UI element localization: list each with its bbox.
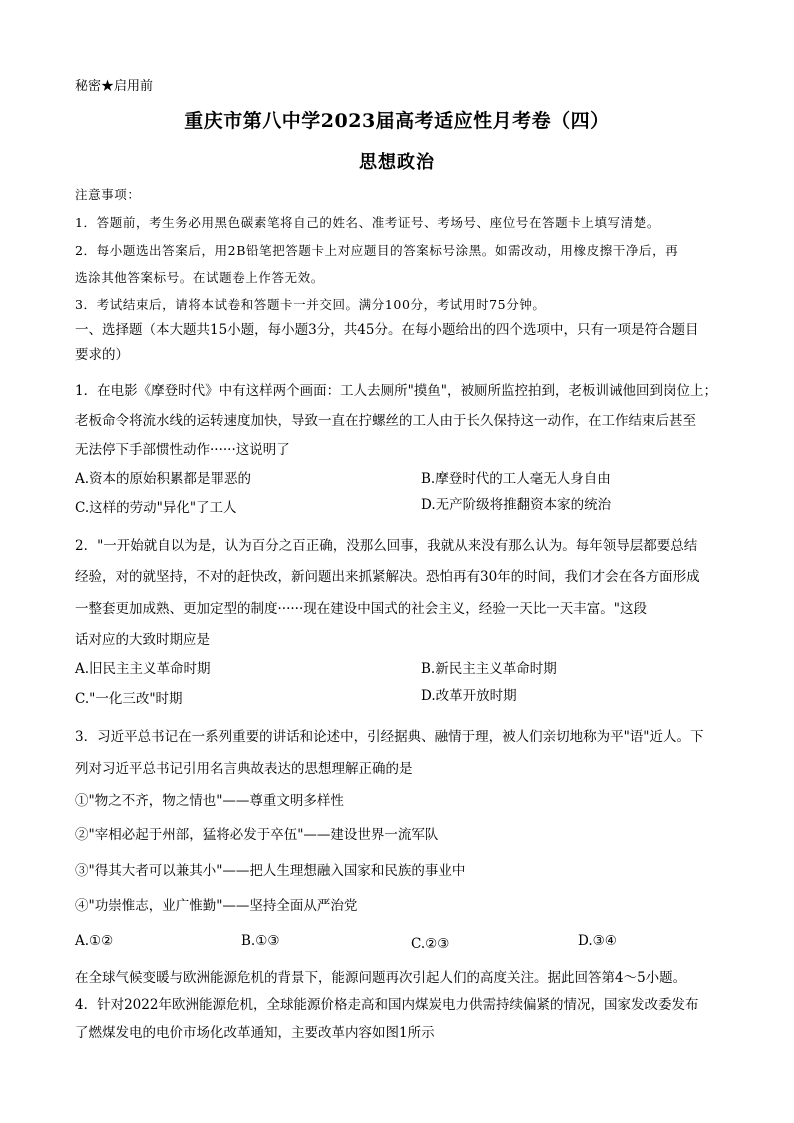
- intro-questions-4-5: 在全球气候变暖与欧洲能源危机的背景下，能源问题再次引起人们的高度关注。据此回答第4～5小题。: [75, 970, 687, 986]
- question-1-text: 无法停下手部惯性动作······这说明了: [75, 442, 290, 458]
- q1-option-a: A.资本的原始积累都是罪恶的: [75, 471, 252, 487]
- note-item: 选涂其他答案标号。在试题卷上作答无效。: [75, 270, 324, 285]
- q1-option-c: C.这样的劳动"异化"了工人: [75, 500, 237, 516]
- question-1-text: 老板命令将流水线的运转速度加快，导致一直在拧螺丝的工人由于长久保持这一动作，在工作结束后甚至: [75, 413, 696, 429]
- question-2-text: 一整套更加成熟、更加定型的制度······现在建设中国式的社会主义，经验一天比一天丰富。"这段: [75, 601, 647, 617]
- question-3-statement: ③"得其大者可以兼其小"——把人生理想融入国家和民族的事业中: [75, 863, 466, 879]
- question-4-text: 了燃煤发电的电价市场化改革通知，主要改革内容如图1所示: [75, 1025, 435, 1041]
- note-item: 3．考试结束后，请将本试卷和答题卡一并交回。满分100分，考试用时75分钟。: [75, 297, 546, 312]
- question-3-statement: ②"宰相必起于州部，猛将必发于卒伍"——建设世界一流军队: [75, 827, 439, 843]
- q3-option-b: B.①③: [241, 933, 280, 949]
- q3-option-d: D.③④: [578, 933, 617, 949]
- q2-option-d: D.改革开放时期: [421, 688, 517, 704]
- exam-title: 重庆市第八中学2023届高考适应性月考卷（四）: [184, 110, 610, 132]
- q3-option-a: A.①②: [75, 933, 114, 949]
- question-2-text: 经验，对的就坚持，不对的赶快改，新问题出来抓紧解决。恐怕再有30年的时间，我们才会在各方面形成: [75, 569, 700, 585]
- subject-title: 思想政治: [359, 152, 435, 173]
- q3-option-c: C.②③: [411, 936, 450, 952]
- q2-option-a: A.旧民主主义革命时期: [75, 661, 211, 677]
- question-1-text: 1．在电影《摩登时代》中有这样两个画面：工人去厕所"摸鱼"，被厕所监控拍到，老板训诫他回到岗位上；: [75, 383, 718, 399]
- question-3-statement: ①"物之不齐，物之情也"——尊重文明多样性: [75, 793, 344, 809]
- q2-option-b: B.新民主主义革命时期: [421, 661, 557, 677]
- section-heading: 一、选择题（本大题共15小题，每小题3分，共45分。在每小题给出的四个选项中，只有一项是符合题目: [75, 322, 699, 338]
- note-item: 1．答题前，考生务必用黑色碳素笔将自己的姓名、准考证号、考场号、座位号在答题卡上填写清楚。: [75, 215, 660, 230]
- question-3-statement: ④"功崇惟志，业广惟勤"——坚持全面从严治党: [75, 898, 358, 914]
- question-3-text: 列对习近平总书记引用名言典故表达的思想理解正确的是: [75, 761, 413, 777]
- secret-label: 秘密★启用前: [75, 79, 154, 94]
- question-4-text: 4．针对2022年欧洲能源危机，全球能源价格走高和国内煤炭电力供需持续偏紧的情况，国家发改委发布: [75, 997, 699, 1013]
- section-heading-cont: 要求的）: [75, 347, 129, 363]
- notes-heading: 注意事项：: [75, 187, 141, 202]
- q1-option-d: D.无产阶级将推翻资本家的统治: [421, 497, 612, 513]
- q1-option-b: B.摩登时代的工人毫无人身自由: [421, 471, 611, 487]
- note-item: 2．每小题选出答案后，用2B铅笔把答题卡上对应题目的答案标号涂黑。如需改动，用橡皮擦干净后，再: [75, 243, 679, 258]
- question-2-text: 话对应的大致时期应是: [75, 632, 210, 648]
- question-2-text: 2．"一开始就自以为是，认为百分之百正确，没那么回事，我就从来没有那么认为。每年领导层都要总结: [75, 538, 698, 554]
- question-3-text: 3．习近平总书记在一系列重要的讲话和论述中，引经据典、融情于理，被人们亲切地称为平"语"近人。下: [75, 729, 704, 745]
- q2-option-c: C."一化三改"时期: [75, 691, 183, 707]
